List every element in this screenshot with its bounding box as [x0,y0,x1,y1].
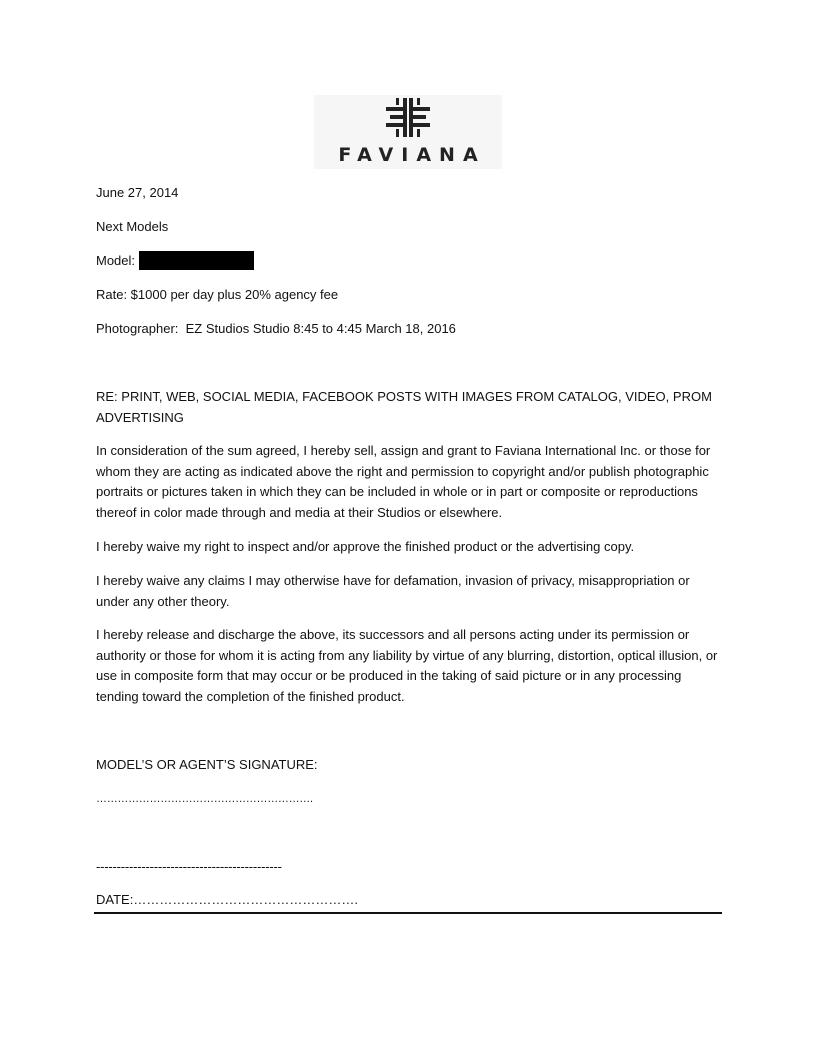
model-line [96,251,726,272]
release-paragraph: I hereby release and discharge the above, its successors and all persons acting under its permission or authority or those for whom it is acting from any liability by virtue of any blurring, distortion, optical illusion, or use in composite form that may occur or be produced in the taking of said picture or in any processing tending toward the completion of the finished product. [96,627,718,704]
bottom-rule [94,912,722,914]
claims-waiver-paragraph: I hereby waive any claims I may otherwise have for defamation, invasion of privacy, misappropriation or under any other theory. [96,573,690,609]
signature-dashed-line: --------------------------------------------- [96,859,282,874]
rate-line: Rate: $1000 per day plus 20% agency fee [96,287,339,302]
inspection-waiver-paragraph: I hereby waive my right to inspect and/or approve the finished product or the advertising copy. [96,539,635,554]
consideration-paragraph: In consideration of the sum agreed, I hereby sell, assign and grant to Faviana International Inc. or those for whom they are acting as indicated above the right and permission to copyright and/or publish photographic portraits or pictures taken in which they can be included in whole or in part or composite or reproductions thereof in color made through and media at their Studios or elsewhere. [96,443,711,520]
model-name-redaction [139,251,254,270]
faviana-logo [314,95,502,169]
re-line: RE: PRINT, WEB, SOCIAL MEDIA, FACEBOOK POSTS WITH IMAGES FROM CATALOG, VIDEO, PROM ADVERTISING [96,389,712,425]
logo-wordmark: FAVIANA [338,144,486,166]
document-date: June 27, 2014 [96,185,179,200]
photographer-line: Photographer: EZ Studios Studio 8:45 to 4:45 March 18, 2016 [96,321,456,336]
signature-dotted-line: ……………………………………………………. [96,793,313,805]
agency-name: Next Models [96,219,169,234]
signature-label: MODEL’S OR AGENT’S SIGNATURE: [96,757,318,772]
model-label: Model: [96,253,136,268]
faviana-monogram-icon [314,95,502,145]
date-line: DATE:……………………………………………. [96,892,358,907]
